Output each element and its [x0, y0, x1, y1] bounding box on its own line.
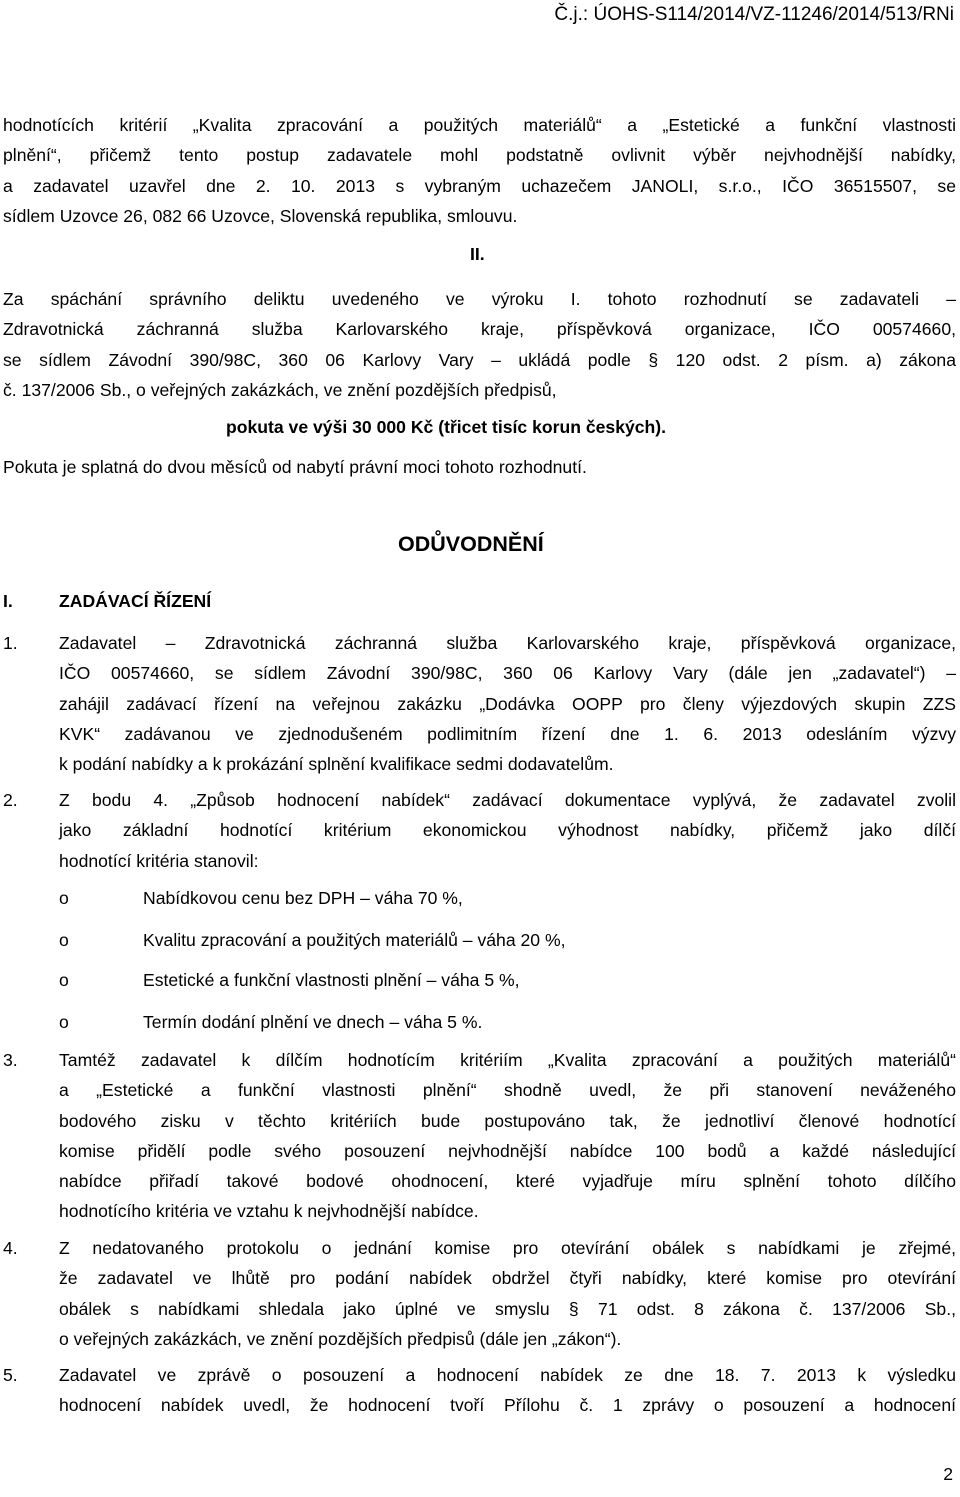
bullet-marker: o: [59, 930, 69, 950]
text-line: Tamtéž zadavatel k dílčím hodnotícím kritériím „Kvalita zpracování a použitých materiálů“: [59, 1050, 956, 1070]
reasoning-heading: ODŮVODNĚNÍ: [398, 532, 544, 556]
text-line: plnění“, přičemž tento postup zadavatele mohl podstatně ovlivnit výběr nejvhodnější nabídky,: [3, 145, 956, 166]
section-numeral: II.: [470, 244, 485, 264]
text-line: že zadavatel ve lhůtě pro podání nabídek obdržel čtyři nabídky, které komise pro otevírání: [59, 1268, 956, 1289]
page-number: 2: [943, 1464, 953, 1484]
penalty-statement: pokuta ve výši 30 000 Kč (třicet tisíc korun českých).: [226, 417, 667, 437]
intro-paragraph: [3, 110, 956, 231]
criterion-text: Kvalitu zpracování a použitých materiálů – váha 20 %,: [143, 930, 566, 950]
paragraph-number: 3.: [3, 1050, 18, 1070]
section2-paragraph: [3, 284, 956, 405]
text-line: hodnotících kritérií „Kvalita zpracování a použitých materiálů“ a „Estetické a funkční vlastnosti: [3, 115, 956, 135]
text-line: IČO 00574660, se sídlem Závodní 390/98C, 360 06 Karlovy Vary (dále jen „zadavatel“) –: [59, 663, 956, 684]
criterion-text: Estetické a funkční vlastnosti plnění – váha 5 %,: [143, 970, 520, 990]
bullet-marker: o: [59, 970, 69, 990]
text-line: Zadavatel ve zprávě o posouzení a hodnocení nabídek ze dne 18. 7. 2013 k výsledku: [59, 1365, 956, 1385]
text-line: se sídlem Závodní 390/98C, 360 06 Karlovy Vary – ukládá podle § 120 odst. 2 písm. a) zákona: [3, 349, 956, 370]
paragraph-number: 2.: [3, 790, 18, 810]
text-line: Z nedatovaného protokolu o jednání komise pro otevírání obálek s nabídkami je zřejmé,: [59, 1238, 956, 1258]
text-line: bodového zisku v těchto kritériích bude postupováno tak, že jednotliví členové hodnotící: [59, 1110, 956, 1131]
document-reference: Č.j.: ÚOHS-S114/2014/VZ-11246/2014/513/RNi: [554, 4, 954, 25]
text-line: jako základní hodnotící kritérium ekonomickou výhodnost nabídky, přičemž jako dílčí: [59, 820, 956, 841]
criterion-text: Nabídkovou cenu bez DPH – váha 70 %,: [143, 888, 463, 908]
text-line: o veřejných zakázkách, ve znění pozdějších předpisů (dále jen „zákon“).: [59, 1328, 622, 1349]
paragraph-number: 1.: [3, 633, 18, 653]
chapter-number: I.: [3, 591, 13, 611]
text-line: nabídce přiřadí takové bodové ohodnocení, které vyjadřuje míru splnění tohoto dílčího: [59, 1171, 956, 1192]
text-line: KVK“ zadávanou ve zjednodušeném podlimitním řízení dne 1. 6. 2013 odesláním výzvy: [59, 723, 956, 744]
criterion-text: Termín dodání plnění ve dnech – váha 5 %.: [143, 1012, 483, 1032]
text-line: a „Estetické a funkční vlastnosti plnění“ shodně uvedl, že při stanovení neváženého: [59, 1080, 956, 1101]
text-line: hodnocení nabídek uvedl, že hodnocení tvoří Přílohu č. 1 zprávy o posouzení a hodnocení: [59, 1395, 956, 1416]
text-line: č. 137/2006 Sb., o veřejných zakázkách, ve znění pozdějších předpisů,: [3, 379, 557, 400]
text-line: komise přidělí podle svého posouzení nejvhodnější nabídce 100 bodů a každé následující: [59, 1140, 956, 1161]
text-line: hodnotícího kritéria ve vztahu k nejvhodnější nabídce.: [59, 1201, 479, 1222]
text-line: Z bodu 4. „Způsob hodnocení nabídek“ zadávací dokumentace vyplývá, že zadavatel zvolil: [59, 790, 956, 810]
text-line: zahájil zadávací řízení na veřejnou zakázku „Dodávka OOPP pro členy výjezdových skupin ZZS: [59, 693, 956, 714]
penalty-due-statement: Pokuta je splatná do dvou měsíců od nabytí právní moci tohoto rozhodnutí.: [3, 457, 587, 477]
paragraph-number: 5.: [3, 1365, 18, 1385]
chapter-title: ZADÁVACÍ ŘÍZENÍ: [59, 591, 212, 611]
text-line: a zadavatel uzavřel dne 2. 10. 2013 s vybraným uchazečem JANOLI, s.r.o., IČO 36515507, se: [3, 175, 956, 196]
text-line: Zadavatel – Zdravotnická záchranná služba Karlovarského kraje, příspěvková organizace,: [59, 633, 956, 653]
bullet-marker: o: [59, 888, 69, 908]
text-line: Za spáchání správního deliktu uvedeného ve výroku I. tohoto rozhodnutí se zadavateli –: [3, 289, 956, 309]
text-line: k podání nabídky a k prokázání splnění kvalifikace sedmi dodavatelům.: [59, 754, 614, 775]
paragraph-number: 4.: [3, 1238, 18, 1258]
text-line: obálek s nabídkami shledala jako úplné ve smyslu § 71 odst. 8 zákona č. 137/2006 Sb.,: [59, 1298, 956, 1319]
text-line: sídlem Uzovce 26, 082 66 Uzovce, Slovenská republika, smlouvu.: [3, 205, 518, 226]
text-line: hodnotící kritéria stanovil:: [59, 850, 259, 871]
bullet-marker: o: [59, 1012, 69, 1032]
text-line: Zdravotnická záchranná služba Karlovarského kraje, příspěvková organizace, IČO 00574660,: [3, 319, 956, 340]
